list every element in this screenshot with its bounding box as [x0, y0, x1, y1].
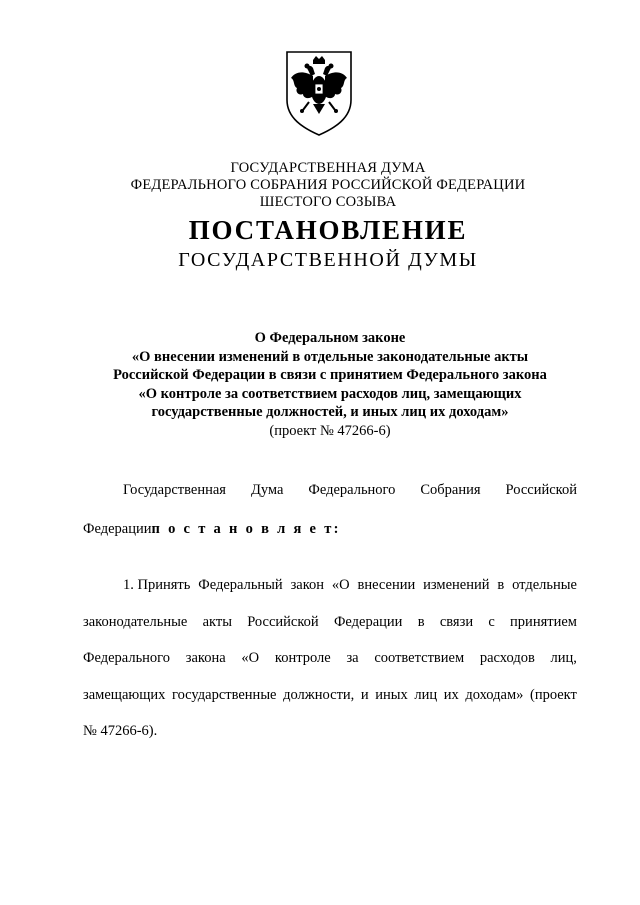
- item-word: с: [488, 613, 495, 630]
- subject-line: Российской Федерации в связи с принятием Федерального закона: [113, 367, 547, 383]
- issuer-line-2: ФЕДЕРАЛЬНОГО СОБРАНИЯ РОССИЙСКОЙ ФЕДЕРАЦИИ: [130, 177, 526, 193]
- item-word: в: [497, 577, 505, 593]
- item-word: связи: [439, 613, 474, 630]
- decree-intro: [83, 481, 577, 538]
- item-line: [83, 604, 577, 641]
- item-word: лиц,: [550, 650, 577, 666]
- item-word: расходов: [479, 650, 535, 666]
- issuer-header: [0, 160, 640, 211]
- item-word: акты: [202, 613, 232, 630]
- subject-line: О Федеральном законе: [254, 330, 406, 346]
- item-line: [83, 677, 577, 714]
- item-word: и: [360, 686, 369, 703]
- item-word: должности,: [283, 686, 355, 703]
- item-word: № 47266-6).: [83, 723, 158, 739]
- intro-line-1: [83, 481, 577, 499]
- item-word: принятием: [510, 613, 577, 630]
- item-word: их: [443, 686, 459, 703]
- item-line: [83, 640, 577, 677]
- subject-line: «О внесении изменений в отдельные законодательные акты: [131, 348, 529, 365]
- item-word: доходам»: [465, 686, 524, 703]
- item-word: соответствием: [374, 650, 465, 666]
- item-word: законодательные: [83, 613, 188, 630]
- item-word: «О: [331, 577, 350, 593]
- intro-line-2: [83, 520, 577, 538]
- subject-line: «О контроле за соответствием расходов лиц, замещающих: [138, 385, 522, 402]
- item-word: лиц: [414, 686, 438, 703]
- item-line: [83, 713, 577, 750]
- intro-word: Собрания: [420, 482, 481, 498]
- subject-line: государственные должностей, и иных лиц их доходам»: [151, 404, 509, 420]
- item-word: государственные: [171, 686, 277, 703]
- intro-word: Федерального: [308, 482, 396, 498]
- item-word: иных: [375, 686, 408, 703]
- item-line: [83, 567, 577, 604]
- russian-coat-of-arms-icon: [283, 48, 355, 138]
- item-word: изменений: [423, 577, 490, 593]
- item-word: Федерального: [83, 650, 171, 666]
- item-word: внесении: [357, 577, 416, 593]
- decree-verb: п о с т а н о в л я е т:: [151, 521, 341, 537]
- item-word: за: [346, 650, 359, 666]
- intro-word: Дума: [250, 482, 284, 498]
- document-title: ПОСТАНОВЛЕНИЕ: [188, 215, 468, 245]
- item-word: контроле: [274, 650, 331, 666]
- item-word: «О: [241, 650, 260, 666]
- decree-item-1: [83, 567, 577, 750]
- item-word: закон: [290, 577, 325, 593]
- intro-word: Российской: [505, 482, 577, 498]
- intro-word: Государственная: [123, 482, 226, 498]
- intro-prefix: Федерации: [83, 521, 152, 537]
- item-word: 1. Принять: [123, 577, 191, 593]
- item-word: (проект: [529, 686, 577, 703]
- item-word: закона: [185, 650, 226, 666]
- document-subtitle: ГОСУДАРСТВЕННОЙ ДУМЫ: [178, 249, 478, 271]
- project-number: (проект № 47266-6): [269, 422, 391, 439]
- item-word: Федеральный: [198, 577, 283, 593]
- issuer-line-1: ГОСУДАРСТВЕННАЯ ДУМА: [230, 160, 426, 176]
- issuer-line-3: ШЕСТОГО СОЗЫВА: [259, 194, 397, 210]
- item-word: замещающих: [83, 686, 166, 703]
- document-subject: [0, 329, 640, 440]
- item-word: отдельные: [512, 577, 577, 593]
- item-word: Российской: [247, 613, 319, 630]
- item-word: в: [417, 613, 425, 630]
- item-word: Федерации: [333, 613, 403, 630]
